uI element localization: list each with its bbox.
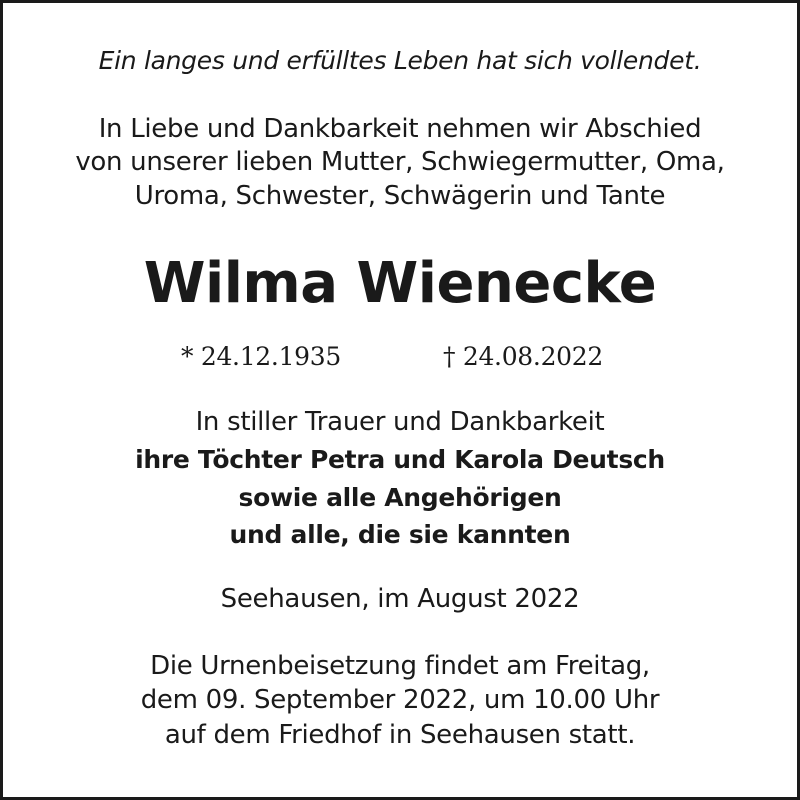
funeral-info-line-3: auf dem Friedhof in Seehausen statt. [164, 720, 636, 750]
funeral-info-line-1: Die Urnenbeisetzung findet am Freitag, [150, 651, 650, 681]
intro-line-3: Uroma, Schwester, Schwägerin und Tante [134, 181, 666, 211]
funeral-info-line-2: dem 09. September 2022, um 10.00 Uhr [140, 685, 660, 715]
mourners-line-3: und alle, die sie kannten [229, 520, 571, 549]
intro-line-2: von unserer lieben Mutter, Schwiegermutter, Oma, [75, 147, 725, 177]
deceased-name: Wilma Wienecke [143, 251, 657, 316]
mourners-line-1: ihre Töchter Petra und Karola Deutsch [135, 445, 665, 474]
motto-line: Ein langes und erfülltes Leben hat sich vollendet. [98, 46, 702, 75]
death-date: † 24.08.2022 [443, 342, 603, 371]
mourners-line-2: sowie alle Angehörigen [238, 483, 562, 512]
place-date-line: Seehausen, im August 2022 [220, 584, 580, 614]
intro-line-1: In Liebe und Dankbarkeit nehmen wir Abschied [98, 114, 702, 144]
birth-date: * 24.12.1935 [181, 342, 341, 371]
mourning-line: In stiller Trauer und Dankbarkeit [195, 407, 605, 437]
